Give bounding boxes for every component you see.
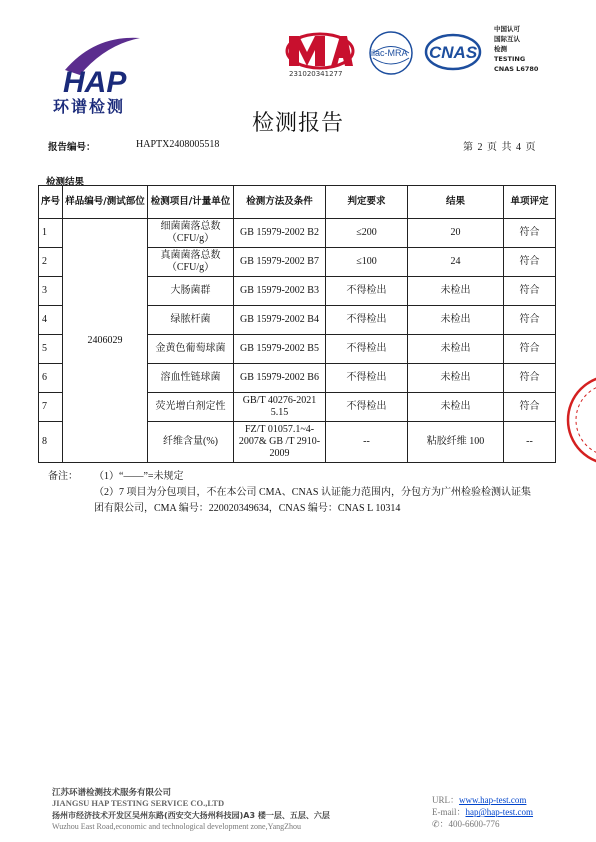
table-row: 7 荧光增白剂定性 GB/T 40276-2021 5.15 不得检出 未检出 符合: [39, 393, 556, 422]
footer-url: URL：www.hap-test.com: [432, 795, 527, 805]
header-verdict: 单项评定: [504, 186, 556, 219]
website-link[interactable]: www.hap-test.com: [459, 795, 527, 805]
accreditation-text: 中国认可 国际互认 检测 TESTING CNAS L6780: [494, 25, 539, 73]
remarks: [48, 469, 558, 517]
footer-phone: ✆：400-6600-776: [432, 819, 500, 829]
logo-subtitle: 环谱检测: [53, 97, 126, 116]
header-item: 检测项目/计量单位: [148, 186, 234, 219]
section-label: 检测结果: [46, 177, 85, 188]
remarks-label: 备注：: [48, 471, 78, 482]
footer-address-cn: 扬州市经济技术开发区吴州东路(西安交大扬州科技园)A3 楼一层、五层、六层: [52, 811, 330, 820]
sample-id-cell: 2406029: [63, 219, 148, 463]
email-link[interactable]: hap@hap-test.com: [465, 807, 534, 817]
cma-mark-icon: [285, 30, 355, 75]
header-method: 检测方法及条件: [234, 186, 326, 219]
header-no: 序号: [39, 186, 63, 219]
svg-text:CNAS: CNAS: [429, 43, 478, 62]
table-row: 1 2406029 细菌菌落总数（CFU/g） GB 15979-2002 B2 ≤200 20 符合: [39, 219, 556, 248]
phone-icon: ✆: [432, 819, 440, 829]
cma-number: 231020341277: [289, 70, 343, 78]
remark-2: （2）7 项目为分包项目，不在本公司 CMA、CNAS 认证能力范围内，分包方为广州检验检测认证集: [94, 487, 531, 498]
logo-text: HAP: [63, 66, 127, 99]
remark-2-cont: 团有限公司，CMA 编号：220020349634，CNAS 编号：CNAS L 10314: [94, 503, 401, 514]
ilac-mra-mark-icon: [365, 30, 417, 76]
page-indicator: 第 2 页 共 4 页: [463, 142, 537, 153]
results-table: [38, 185, 556, 463]
table-header-row: [39, 186, 556, 219]
table-row: 2 真菌菌落总数（CFU/g） GB 15979-2002 B7 ≤100 24 符合: [39, 248, 556, 277]
seal-stamp-icon: [566, 370, 596, 470]
footer-company-cn: 江苏环谱检测技术服务有限公司: [52, 788, 172, 798]
svg-text:ilac-MRA: ilac-MRA: [371, 48, 408, 58]
header-sample: 样品编号/测试部位: [63, 186, 148, 219]
table-row: 6 溶血性链球菌 GB 15979-2002 B6 不得检出 未检出 符合: [39, 364, 556, 393]
report-number: HAPTX2408005518: [136, 139, 220, 150]
table-row: 8 纤维含量(%) FZ/T 01057.1~4-2007& GB /T 2910-2009 -- 粘胶纤维 100 --: [39, 422, 556, 463]
remark-1: （1）“——”=未规定: [94, 471, 184, 482]
footer-company-en: JIANGSU HAP TESTING SERVICE CO.,LTD: [52, 798, 225, 808]
document-title: 检测报告: [251, 111, 344, 136]
footer-email: E-mail：hap@hap-test.com: [432, 807, 534, 817]
footer-address-en: Wuzhou East Road,economic and technological development zone,YangZhou: [52, 822, 302, 831]
cnas-mark-icon: [424, 32, 482, 72]
report-number-label: 报告编号：: [48, 142, 96, 153]
table-row: 4 绿脓杆菌 GB 15979-2002 B4 不得检出 未检出 符合: [39, 306, 556, 335]
table-row: 5 金黄色葡萄球菌 GB 15979-2002 B5 不得检出 未检出 符合: [39, 335, 556, 364]
table-row: 3 大肠菌群 GB 15979-2002 B3 不得检出 未检出 符合: [39, 277, 556, 306]
header-requirement: 判定要求: [326, 186, 408, 219]
header-result: 结果: [408, 186, 504, 219]
